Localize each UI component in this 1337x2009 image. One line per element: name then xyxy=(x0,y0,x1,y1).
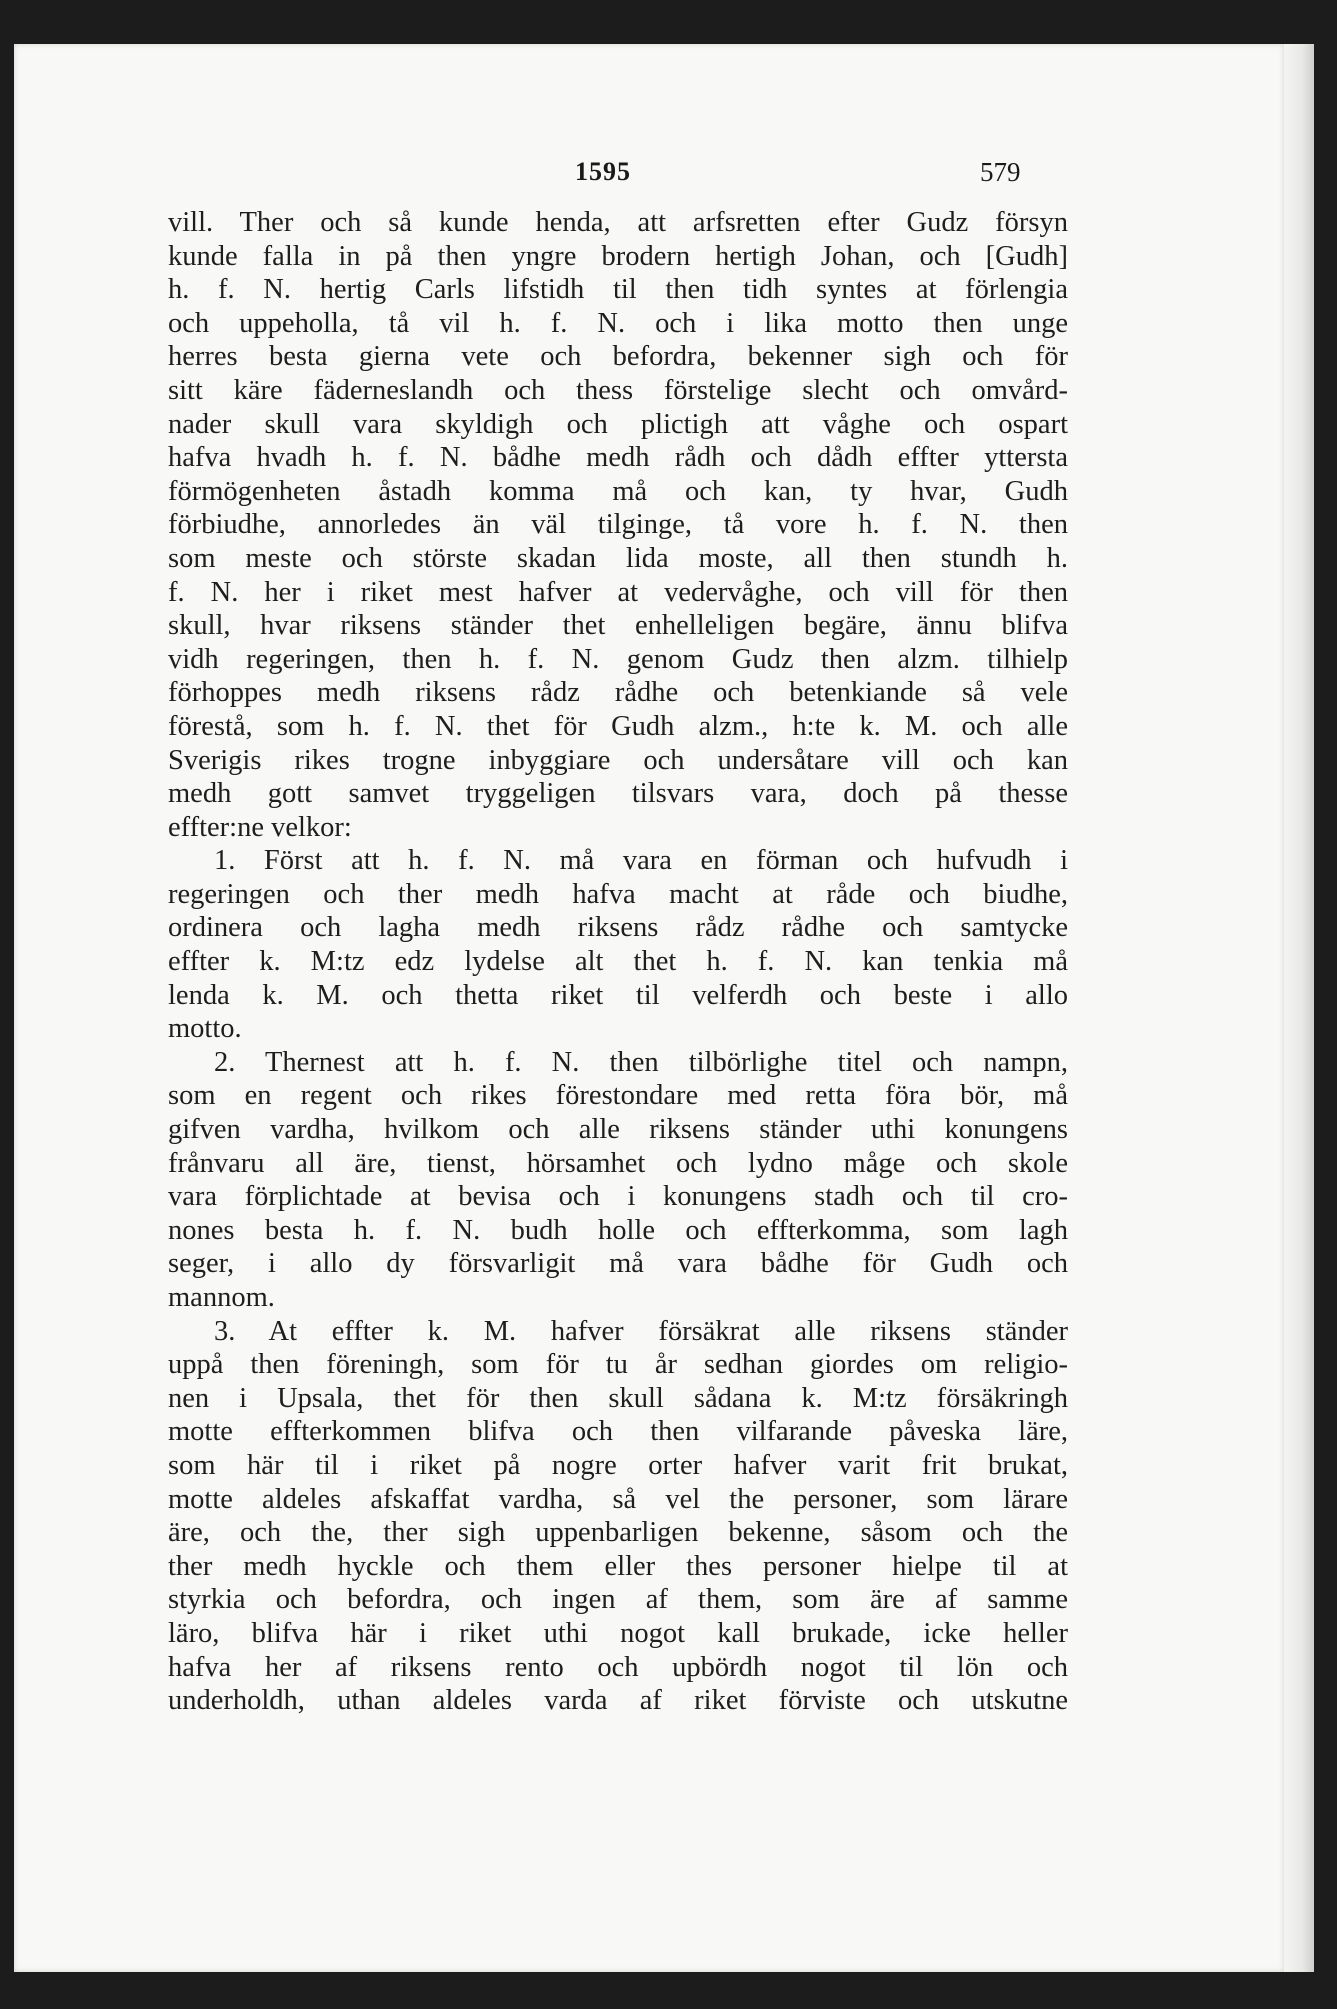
text-line: 3. At effter k. M. hafver försäkrat alle riksens ständer xyxy=(214,1315,1068,1347)
text-line: motto. xyxy=(168,1013,242,1045)
text-line: uppå then föreningh, som för tu år sedhan giordes om religio- xyxy=(168,1349,1068,1381)
text-line: f. N. her i riket mest hafver at vedervåghe, och vill för then xyxy=(168,576,1068,608)
text-line: effter k. M:tz edz lydelse alt thet h. f. N. kan tenkia må xyxy=(168,946,1068,978)
text-line: regeringen och ther medh hafva macht at råde och biudhe, xyxy=(168,878,1068,910)
text-line: förbiudhe, annorledes än väl tilginge, tå vore h. f. N. then xyxy=(168,509,1068,541)
text-line: motte aldeles afskaffat vardha, så vel the personer, som lärare xyxy=(168,1483,1068,1515)
text-line: underholdh, uthan aldeles varda af riket förviste och utskutne xyxy=(168,1685,1068,1717)
text-line: herres besta gierna vete och befordra, bekenner sigh och för xyxy=(168,341,1068,373)
text-line: 2. Thernest att h. f. N. then tilbörlighe titel och nampn, xyxy=(214,1046,1068,1078)
text-line: kunde falla in på then yngre brodern hertigh Johan, och [Gudh] xyxy=(168,240,1068,272)
text-line: nader skull vara skyldigh och plictigh att våghe och ospart xyxy=(168,408,1068,440)
text-line: sitt käre fäderneslandh och thess förstelige slecht och omvård- xyxy=(168,374,1068,406)
text-line: frånvaru all äre, tienst, hörsamhet och lydno måge och skole xyxy=(168,1147,1068,1179)
text-line: mannom. xyxy=(168,1282,275,1313)
text-line: gifven vardha, hvilkom och alle riksens ständer uthi konungens xyxy=(168,1114,1068,1146)
text-line: som meste och störste skadan lida moste, all then stundh h. xyxy=(168,542,1068,574)
text-line: och uppeholla, tå vil h. f. N. och i lika motto then unge xyxy=(168,307,1068,339)
text-line: som en regent och rikes förestondare med retta föra bör, må xyxy=(168,1080,1068,1112)
text-line: ordinera och lagha medh riksens rådz rådhe och samtycke xyxy=(168,912,1068,944)
text-line: h. f. N. hertig Carls lifstidh til then tidh syntes at förlengia xyxy=(168,274,1068,306)
text-line: äre, och the, ther sigh uppenbarligen bekenne, såsom och the xyxy=(168,1517,1068,1549)
text-line: vill. Ther och så kunde henda, att arfsretten efter Gudz försyn xyxy=(168,207,1068,238)
text-line: läro, blifva här i riket uthi nogot kall brukade, icke heller xyxy=(168,1617,1068,1649)
text-line: förestå, som h. f. N. thet för Gudh alzm., h:te k. M. och alle xyxy=(168,710,1068,742)
body-text xyxy=(168,206,1068,1718)
text-line: vara förplichtade at bevisa och i konungens stadh och til cro- xyxy=(168,1181,1068,1213)
text-line: styrkia och befordra, och ingen af them, som äre af samme xyxy=(168,1584,1068,1616)
text-line: vidh regeringen, then h. f. N. genom Gudz then alzm. tilhielp xyxy=(168,643,1068,675)
text-line: medh gott samvet tryggeligen tilsvars vara, doch på thesse xyxy=(168,778,1068,810)
text-line: förmögenheten åstadh komma må och kan, ty hvar, Gudh xyxy=(168,475,1068,507)
text-line: som här til i riket på nogre orter hafver varit frit brukat, xyxy=(168,1449,1068,1481)
text-line: 1. Först att h. f. N. må vara en förman och hufvudh i xyxy=(214,845,1068,877)
text-line: ther medh hyckle och them eller thes personer hielpe til at xyxy=(168,1550,1068,1582)
text-line: skull, hvar riksens ständer thet enhelleligen begäre, ännu blifva xyxy=(168,610,1068,642)
text-line: motte effterkommen blifva och then vilfarande påveska läre, xyxy=(168,1416,1068,1448)
text-line: hafva hvadh h. f. N. bådhe medh rådh och dådh effter yttersta xyxy=(168,442,1068,474)
running-head-year: 1595 xyxy=(575,157,631,186)
text-line: nen i Upsala, thet för then skull sådana k. M:tz försäkringh xyxy=(168,1382,1068,1414)
text-line: förhoppes medh riksens rådz rådhe och betenkiande så vele xyxy=(168,677,1068,709)
text-line: nones besta h. f. N. budh holle och effterkomma, som lagh xyxy=(168,1214,1068,1246)
text-line: lenda k. M. och thetta riket til velferdh och beste i allo xyxy=(168,979,1068,1011)
text-line: Sverigis rikes trogne inbyggiare och undersåtare vill och kan xyxy=(168,744,1068,776)
text-line: seger, i allo dy försvarligit må vara bådhe för Gudh och xyxy=(168,1248,1068,1280)
page-edge xyxy=(1284,44,1314,1972)
text-line: effter:ne velkor: xyxy=(168,811,352,843)
page-number: 579 xyxy=(980,157,1021,187)
text-line: hafva her af riksens rento och upbördh nogot til lön och xyxy=(168,1651,1068,1683)
